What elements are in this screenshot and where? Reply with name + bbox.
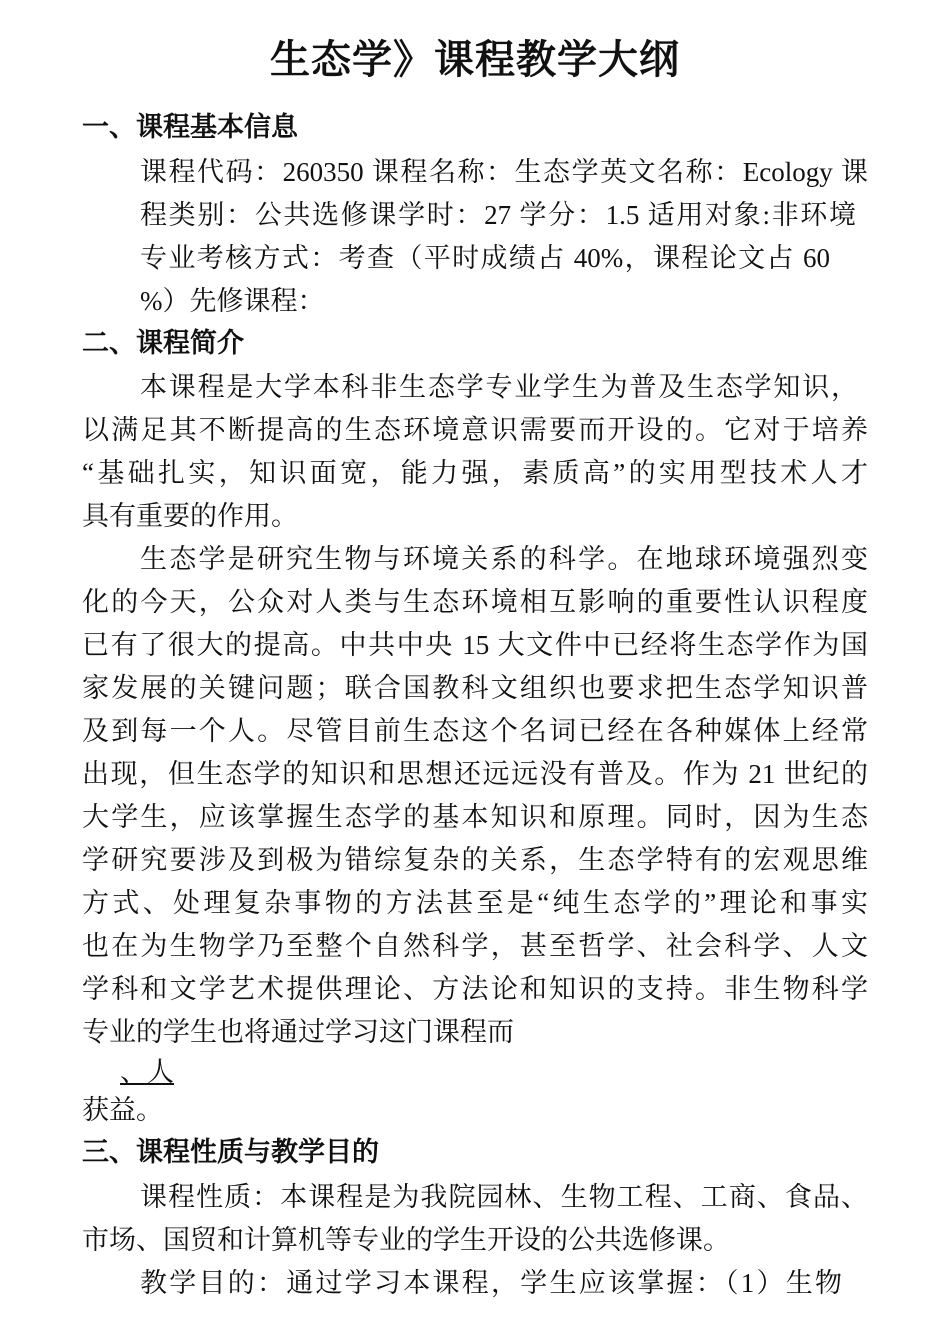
paragraph-line: 获益。 (82, 1095, 163, 1125)
paragraph-line: 课程性质：本课程是为我院园林、生物工程、工商、食品、 (140, 1182, 868, 1212)
underlined-fragment: 、人 (120, 1057, 174, 1087)
paragraph-line: 大学生，应该掌握生态学的基本知识和原理。同时，因为生态 (82, 802, 868, 832)
paragraph-line: 学科和文学艺术提供理论、方法论和知识的支持。非生物科学 (82, 974, 868, 1004)
paragraph-line: 方式、处理复杂事物的方法甚至是“纯生态学的”理论和事实 (82, 888, 868, 918)
paragraph-line: 市场、国贸和计算机等专业的学生开设的公共选修课。 (82, 1225, 730, 1255)
paragraph-line: 专业考核方式：考查（平时成绩占 40%，课程论文占 60 (140, 243, 830, 273)
paragraph-line: 也在为生物学乃至整个自然科学，甚至哲学、社会科学、人文 (82, 931, 868, 961)
paragraph-line: 以满足其不断提高的生态环境意识需要而开设的。它对于培养 (82, 415, 868, 445)
paragraph-line: 化的今天，公众对人类与生态环境相互影响的重要性认识程度 (82, 587, 868, 617)
paragraph-line: 已有了很大的提高。中共中央 15 大文件中已经将生态学作为国 (82, 630, 868, 660)
document-title: 生态学》课程教学大纲 (270, 37, 680, 83)
paragraph-line: 程类别：公共选修课学时：27 学分：1.5 适用对象:非环境 (140, 200, 856, 230)
paragraph-line: 课程代码：260350 课程名称：生态学英文名称：Ecology 课 (140, 157, 868, 187)
paragraph-line: 专业的学生也将通过学习这门课程而 (82, 1017, 514, 1047)
paragraph-line: 出现，但生态学的知识和思想还远远没有普及。作为 21 世纪的 (82, 759, 868, 789)
paragraph-line: %）先修课程： (140, 286, 325, 316)
paragraph-line: 本课程是大学本科非生态学专业学生为普及生态学知识， (140, 372, 858, 402)
paragraph-line: 生态学是研究生物与环境关系的科学。在地球环境强烈变 (140, 544, 868, 574)
paragraph-line: 学研究要涉及到极为错综复杂的关系，生态学特有的宏观思维 (82, 845, 868, 875)
paragraph-line: 具有重要的作用。 (82, 501, 298, 531)
paragraph-line: 家发展的关键问题；联合国教科文组织也要求把生态学知识普 (82, 673, 868, 703)
paragraph-line: 及到每一个人。尽管目前生态这个名词已经在各种媒体上经常 (82, 716, 868, 746)
section-heading-nature-objectives: 三、课程性质与教学目的 (82, 1137, 379, 1168)
section-heading-introduction: 二、课程简介 (82, 328, 244, 359)
section-heading-basic-info: 一、课程基本信息 (82, 112, 298, 143)
paragraph-line: “基础扎实，知识面宽，能力强，素质高”的实用型技术人才 (82, 458, 868, 488)
paragraph-line: 教学目的：通过学习本课程，学生应该掌握：（1）生物 (140, 1268, 842, 1298)
